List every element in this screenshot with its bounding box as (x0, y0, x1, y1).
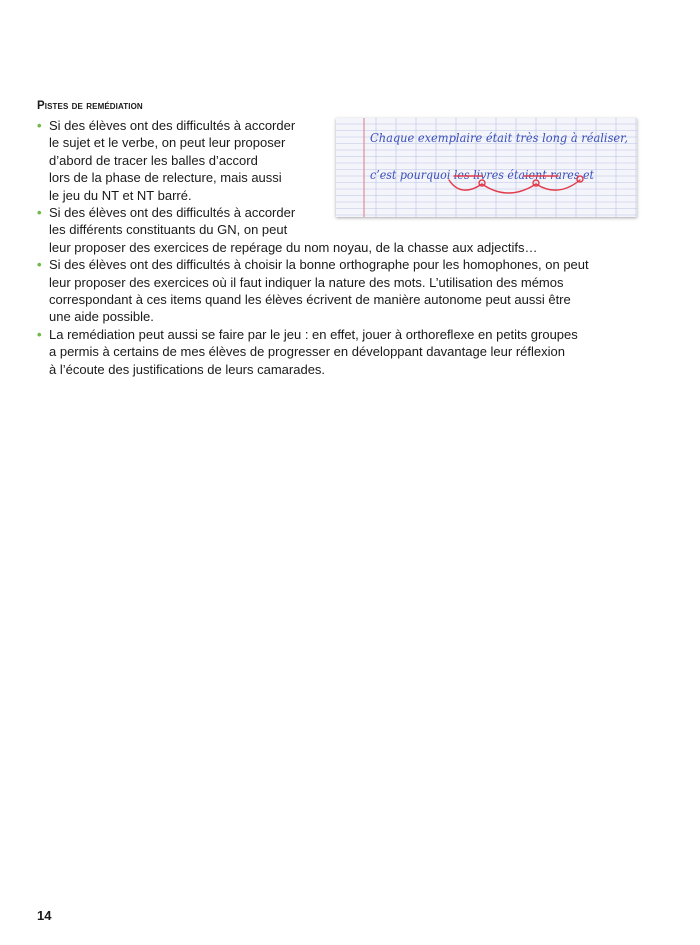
handwritten-line-1: Chaque exemplaire était très long à réaliser, (370, 130, 629, 145)
list-item-line: les différents constituants du GN, on peut (49, 222, 288, 238)
list-item-line: Si des élèves ont des difficultés à accorder (49, 118, 296, 133)
handwritten-line-2: c’est pourquoi les livres étaient rares et (370, 168, 595, 182)
bullet-icon: • (37, 257, 42, 273)
list-item-line: Si des élèves ont des difficultés à accorder (49, 205, 296, 221)
bullet-icon: • (37, 118, 42, 133)
list-item-line: Si des élèves ont des difficultés à choisir la bonne orthographe pour les homophones, on peut (49, 257, 589, 273)
list-item (37, 326, 637, 378)
list-item-line: à l’écoute des justifications de leurs camarades. (49, 361, 326, 377)
notebook-photo-drawing (336, 118, 637, 217)
list-item-line: d’abord de tracer les balles d’accord (49, 152, 258, 168)
list-item (37, 256, 637, 326)
list-item-line: La remédiation peut aussi se faire par le jeu : en effet, jouer à orthoreflexe en petits groupes (49, 326, 578, 342)
list-item-line: a permis à certains de mes élèves de progresser en développant davantage leur réflexion (49, 344, 565, 360)
section-heading: Pistes de remédiation (37, 100, 143, 112)
list-item-line: le jeu du NT et NT barré. (49, 187, 192, 203)
list-item-line: correspondant à ces items quand les élèves écrivent de manière autonome peut aussi être (49, 292, 571, 308)
page-number: 14 (37, 908, 52, 923)
list-item-line: le sujet et le verbe, on peut leur proposer (49, 135, 286, 151)
list-item-line: lors de la phase de relecture, mais aussi (49, 170, 282, 186)
list-item-line: une aide possible. (49, 309, 154, 325)
list-item-line: leur proposer des exercices où il faut indiquer la nature des mots. L’utilisation des mémos (49, 274, 564, 290)
notebook-photo (336, 118, 637, 217)
list-item-line: leur proposer des exercices de repérage du nom noyau, de la chasse aux adjectifs… (49, 239, 538, 255)
bullet-icon: • (37, 205, 42, 221)
bullet-icon: • (37, 326, 42, 342)
